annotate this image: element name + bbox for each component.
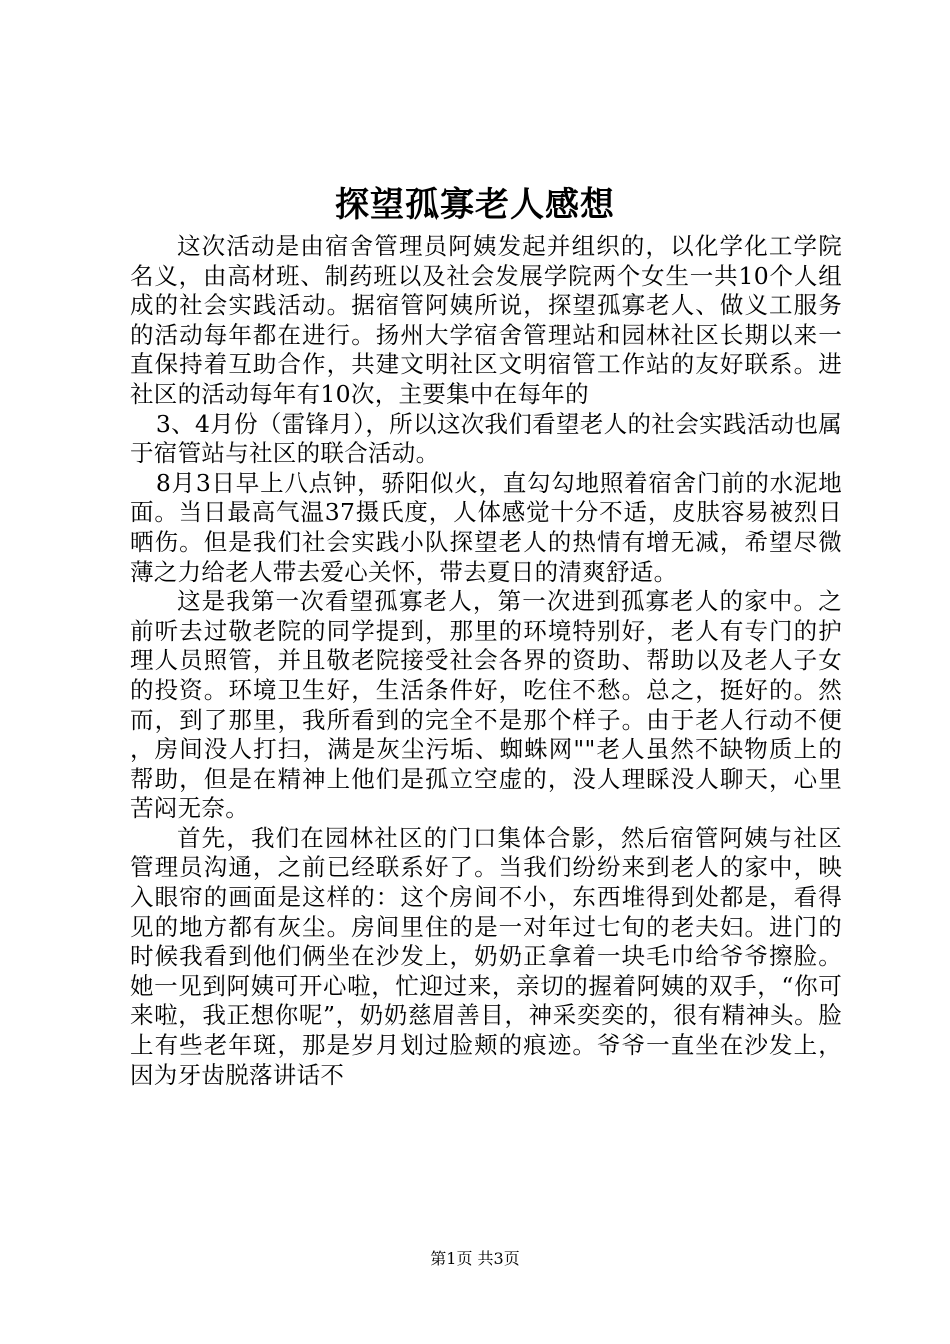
paragraph-2: 3、4月份（雷锋月），所以这次我们看望老人的社会实践活动也属于宿管站与社区的联合活动。: [130, 409, 842, 468]
document-body: [130, 232, 842, 1090]
paragraph-4: 这是我第一次看望孤寡老人，第一次进到孤寡老人的家中。之前听去过敬老院的同学提到，那里的环境特别好，老人有专门的护理人员照管，并且敬老院接受社会各界的资助、帮助以及老人子女的投资。环境卫生好，生活条件好，吃住不愁。总之，挺好的。然而，到了那里，我所看到的完全不是那个样子。由于老人行动不便，房间没人打扫，满是灰尘污垢、蜘蛛网""老人虽然不缺物质上的帮助，但是在精神上他们是孤立空虚的，没人理睬没人聊天，心里苦闷无奈。: [130, 587, 842, 823]
document-title: 探望孤寡老人感想: [335, 185, 615, 225]
page-footer: 第1页 共3页: [430, 1249, 520, 1268]
paragraph-5: 首先，我们在园林社区的门口集体合影，然后宿管阿姨与社区管理员沟通，之前已经联系好了。当我们纷纷来到老人的家中，映入眼帘的画面是这样的：这个房间不小，东西堆得到处都是，看得见的地方都有灰尘。房间里住的是一对年过七旬的老夫妇。进门的时候我看到他们俩坐在沙发上，奶奶正拿着一块毛巾给爷爷擦脸。她一见到阿姨可开心啦，忙迎过来，亲切的握着阿姨的双手，“你可来啦，我正想你呢”，奶奶慈眉善目，神采奕奕的，很有精神头。脸上有些老年斑，那是岁月划过脸颊的痕迹。爷爷一直坐在沙发上，因为牙齿脱落讲话不: [130, 823, 842, 1089]
paragraph-1: 这次活动是由宿舍管理员阿姨发起并组织的，以化学化工学院名义，由高材班、制药班以及社会发展学院两个女生一共10个人组成的社会实践活动。据宿管阿姨所说，探望孤寡老人、做义工服务的活动每年都在进行。扬州大学宿舍管理站和园林社区长期以来一直保持着互助合作，共建文明社区文明宿管工作站的友好联系。进社区的活动每年有10次，主要集中在每年的: [130, 232, 842, 408]
paragraph-3: 8月3日早上八点钟，骄阳似火，直勾勾地照着宿舍门前的水泥地面。当日最高气温37摄氏度，人体感觉十分不适，皮肤容易被烈日晒伤。但是我们社会实践小队探望老人的热情有增无减，希望尽微薄之力给老人带去爱心关怀，带去夏日的清爽舒适。: [130, 468, 842, 586]
